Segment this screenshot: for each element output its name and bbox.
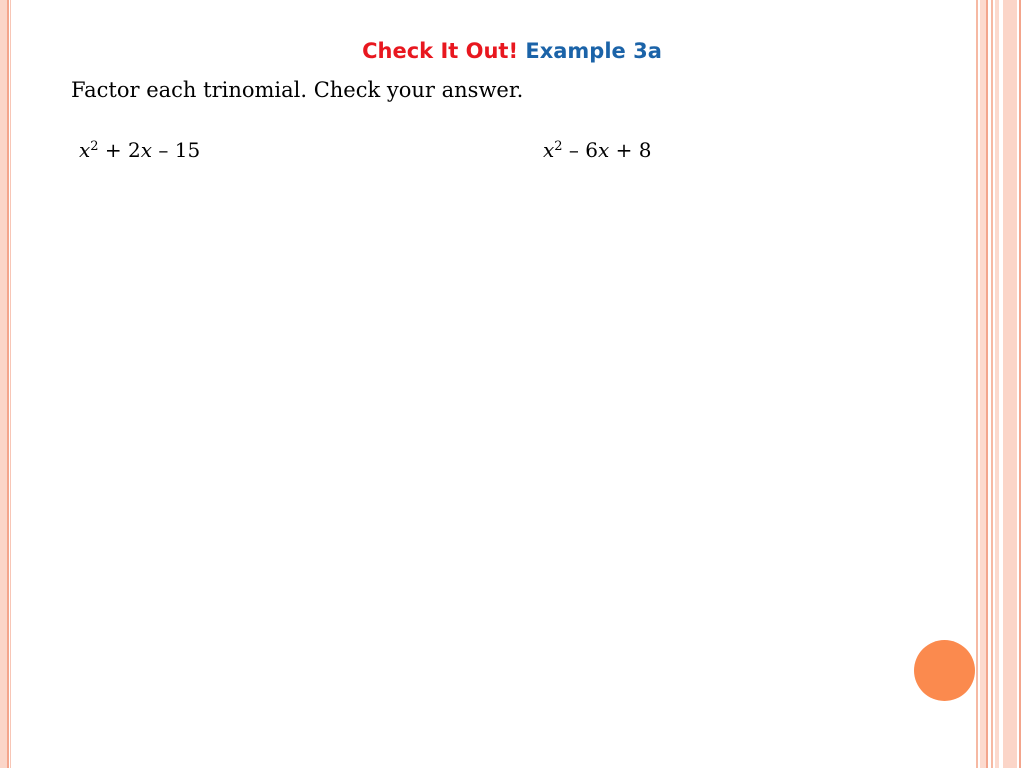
instruction-text: Factor each trinomial. Check your answer. (71, 78, 524, 102)
problem-2-variable-2: x (598, 138, 610, 162)
right-border-stripe (1019, 0, 1021, 768)
left-border-fill (0, 0, 7, 768)
problem-2-middle-term: – 6 (562, 138, 599, 162)
problem-1 (79, 134, 200, 166)
left-border-line (7, 0, 9, 768)
problem-2-variable: x (543, 138, 555, 162)
title-check-it-out: Check It Out! (362, 39, 519, 63)
right-border-stripe (986, 0, 988, 768)
problem-2-exponent: 2 (554, 139, 563, 154)
right-border-stripe (991, 0, 993, 768)
title-example-number: Example 3a (525, 39, 662, 63)
problem-2-constant: + 8 (609, 138, 652, 162)
right-border-stripe (976, 0, 978, 768)
problem-1-constant: – 15 (152, 138, 201, 162)
slide-title (0, 36, 1024, 66)
problem-1-variable-2: x (140, 138, 153, 162)
right-border-stripe (995, 0, 999, 768)
problem-1-exponent: 2 (90, 139, 99, 154)
right-border-stripe (1003, 0, 1017, 768)
orange-circle-icon (914, 640, 975, 701)
problem-2 (543, 134, 652, 166)
left-border-line-thin (10, 0, 11, 768)
problem-1-middle-term: + 2 (98, 138, 141, 162)
problem-1-variable: x (79, 138, 91, 162)
